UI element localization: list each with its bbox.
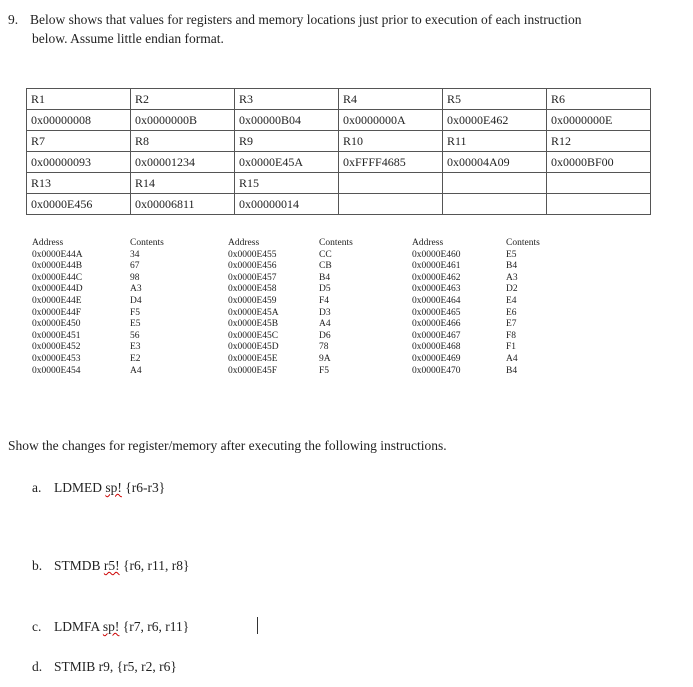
register-name: R8 (131, 131, 235, 152)
question-line-1: Below shows that values for registers and memory locations just prior to execution of each instruction (30, 12, 582, 27)
memory-content: D6 (319, 330, 331, 341)
memory-address: 0x0000E455 (228, 249, 277, 260)
register-value: 0x00001234 (131, 152, 235, 173)
register-name: R12 (547, 131, 651, 152)
memory-address: 0x0000E463 (412, 284, 461, 295)
register-value: 0x0000E456 (27, 194, 131, 215)
memory-content: F1 (506, 342, 517, 353)
memory-content: E6 (506, 307, 517, 318)
register-value: 0x00004A09 (443, 152, 547, 173)
memory-content: 98 (130, 272, 140, 283)
memory-address: 0x0000E456 (228, 261, 277, 272)
memory-address: 0x0000E45A (228, 307, 279, 318)
memory-address: 0x0000E459 (228, 295, 277, 306)
memory-address: 0x0000E45E (228, 353, 278, 364)
memory-address: 0x0000E44D (32, 284, 83, 295)
memory-content: 56 (130, 330, 140, 341)
memory-content: E5 (130, 319, 141, 330)
memory-address: 0x0000E44F (32, 307, 82, 318)
option-c: c. LDMFA sp! {r7, r6, r11} (32, 619, 190, 634)
register-name: R14 (131, 173, 235, 194)
register-value: 0x0000E45A (235, 152, 339, 173)
memory-address: 0x0000E45F (228, 365, 278, 376)
register-name: R11 (443, 131, 547, 152)
memory-address: 0x0000E462 (412, 272, 461, 283)
question-text (8, 10, 688, 48)
memory-contents-column (130, 238, 164, 377)
option-a: a. LDMED sp! {r6-r3} (32, 480, 166, 495)
memory-address: 0x0000E44A (32, 249, 83, 260)
memory-content: F4 (319, 295, 330, 306)
register-value: 0x00000093 (27, 152, 131, 173)
register-value: 0x00000B04 (235, 110, 339, 131)
register-name: R7 (27, 131, 131, 152)
memory-address: 0x0000E45C (228, 330, 279, 341)
memory-address: 0x0000E464 (412, 295, 461, 306)
memory-content: A3 (506, 272, 518, 283)
memory-content: B4 (506, 365, 518, 376)
memory-address: 0x0000E458 (228, 284, 277, 295)
memory-address: 0x0000E45B (228, 319, 279, 330)
register-name: R13 (27, 173, 131, 194)
memory-content: E4 (506, 295, 517, 306)
memory-address: 0x0000E469 (412, 353, 461, 364)
memory-content: B4 (319, 272, 331, 283)
register-name: R15 (235, 173, 339, 194)
memory-content: D3 (319, 307, 331, 318)
memory-address-column (412, 238, 461, 377)
memory-content: 78 (319, 342, 329, 353)
memory-content: B4 (506, 261, 518, 272)
register-name: R3 (235, 89, 339, 110)
memory-content: E3 (130, 342, 141, 353)
register-value: 0x0000BF00 (547, 152, 651, 173)
memory-content: A4 (506, 353, 518, 364)
option-b: b. STMDB r5! {r6, r11, r8} (32, 558, 190, 573)
memory-content: 9A (319, 353, 331, 364)
register-name: R1 (27, 89, 131, 110)
memory-address: 0x0000E461 (412, 261, 461, 272)
instructions-heading: Show the changes for register/memory after executing the following instructions. (8, 438, 447, 453)
memory-content: 34 (130, 249, 140, 260)
memory-address: 0x0000E453 (32, 353, 81, 364)
memory-content: D2 (506, 284, 518, 295)
address-header: Address (32, 238, 64, 248)
memory-address: 0x0000E452 (32, 342, 81, 353)
memory-content: E5 (506, 249, 517, 260)
register-value (443, 194, 547, 215)
register-value: 0x00000008 (27, 110, 131, 131)
memory-content: CB (319, 261, 332, 272)
memory-address: 0x0000E470 (412, 365, 461, 376)
memory-address: 0x0000E467 (412, 330, 461, 341)
address-header: Address (412, 238, 444, 248)
memory-address: 0x0000E460 (412, 249, 461, 260)
memory-address: 0x0000E457 (228, 272, 277, 283)
memory-content: F8 (506, 330, 517, 341)
memory-address: 0x0000E44B (32, 261, 83, 272)
register-value: 0xFFFF4685 (339, 152, 443, 173)
register-name: R2 (131, 89, 235, 110)
register-name: R10 (339, 131, 443, 152)
question-number: 9. (8, 12, 19, 27)
memory-content: A4 (130, 365, 142, 376)
option-d: d. STMIB r9, {r5, r2, r6} (32, 659, 177, 674)
memory-address: 0x0000E44C (32, 272, 83, 283)
memory-content: D5 (319, 284, 331, 295)
register-value: 0x00000014 (235, 194, 339, 215)
register-name (339, 173, 443, 194)
register-value (547, 194, 651, 215)
register-name (443, 173, 547, 194)
memory-content: E7 (506, 319, 517, 330)
contents-header: Contents (506, 238, 540, 248)
memory-address: 0x0000E450 (32, 319, 81, 330)
memory-content: A3 (130, 284, 142, 295)
memory-address: 0x0000E45D (228, 342, 279, 353)
contents-header: Contents (130, 238, 164, 248)
memory-contents-column (506, 238, 540, 377)
register-table (26, 88, 651, 215)
memory-content: E2 (130, 353, 141, 364)
memory-address: 0x0000E44E (32, 295, 82, 306)
register-value: 0x0000E462 (443, 110, 547, 131)
register-value: 0x0000000B (131, 110, 235, 131)
memory-address: 0x0000E465 (412, 307, 461, 318)
memory-content: CC (319, 249, 332, 260)
memory-address: 0x0000E468 (412, 342, 461, 353)
register-value: 0x0000000E (547, 110, 651, 131)
memory-content: D4 (130, 295, 142, 306)
register-name: R9 (235, 131, 339, 152)
register-value: 0x00006811 (131, 194, 235, 215)
memory-content: A4 (319, 319, 331, 330)
memory-address: 0x0000E451 (32, 330, 81, 341)
memory-address-column (228, 238, 279, 377)
memory-content: 67 (130, 261, 140, 272)
register-name: R6 (547, 89, 651, 110)
text-cursor (257, 617, 258, 634)
register-value (339, 194, 443, 215)
memory-address: 0x0000E454 (32, 365, 81, 376)
contents-header: Contents (319, 238, 353, 248)
question-line-2: below. Assume little endian format. (32, 31, 224, 46)
register-name: R4 (339, 89, 443, 110)
register-value: 0x0000000A (339, 110, 443, 131)
address-header: Address (228, 238, 260, 248)
memory-content: F5 (130, 307, 141, 318)
memory-contents-column (319, 238, 353, 377)
register-name: R5 (443, 89, 547, 110)
memory-content: F5 (319, 365, 330, 376)
register-name (547, 173, 651, 194)
memory-address-column (32, 238, 83, 377)
memory-address: 0x0000E466 (412, 319, 461, 330)
